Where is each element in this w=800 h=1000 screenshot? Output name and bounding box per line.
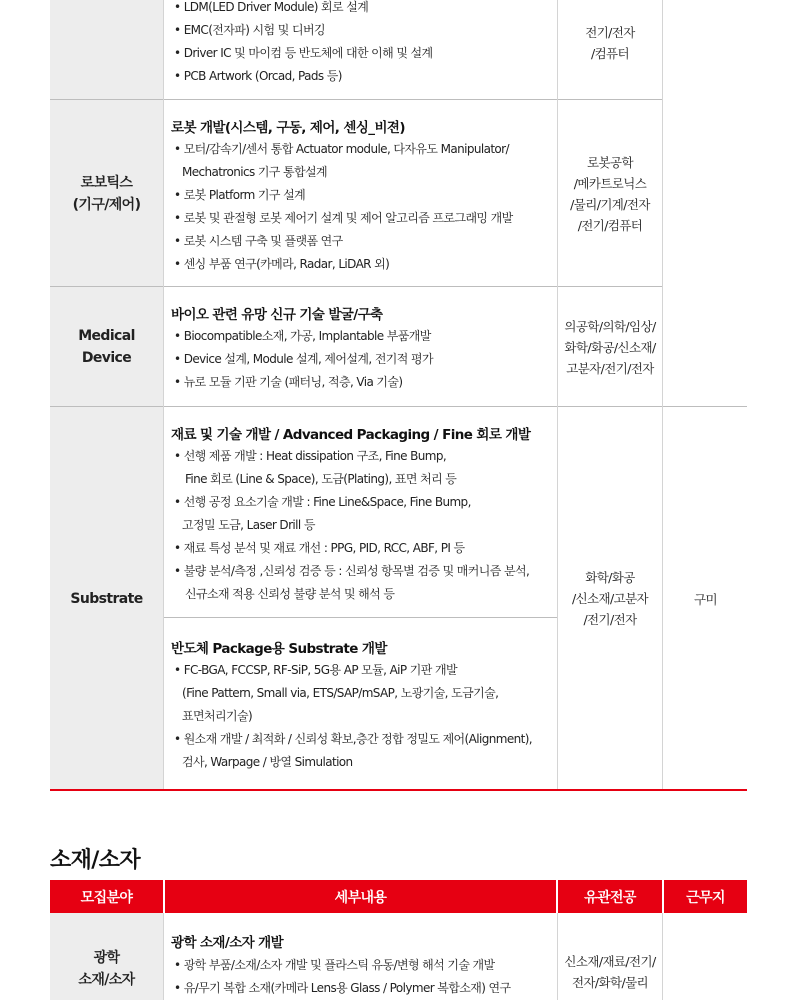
detail-line: 고정밀 도금, Laser Drill 등 (182, 518, 315, 532)
table-row (50, 100, 747, 287)
detail-line: 표면처리기술) (182, 709, 253, 723)
table-row (50, 407, 747, 790)
sub-divider (164, 617, 557, 618)
category-label: (기구/제어) (72, 196, 141, 213)
detail-line: • 선행 제품 개발 : Heat dissipation 구조, Fine Bump, (174, 449, 447, 463)
column-divider (557, 0, 558, 790)
detail-line: • 센싱 부품 연구(카메라, Radar, LiDAR 외) (174, 257, 390, 271)
detail-line: • Device 설계, Module 설계, 제어설계, 전기적 평가 (174, 352, 433, 366)
detail-line: • 로봇 및 관절형 로봇 제어기 설계 및 제어 알고리즘 프로그래밍 개발 (174, 211, 513, 225)
table-row (50, 287, 747, 407)
major-cell (558, 0, 662, 85)
major-line: 고분자/전기/전자 (566, 360, 654, 376)
detail-heading: 로봇 개발(시스템, 구동, 제어, 센싱_비젼) (171, 120, 405, 136)
major-line: 화학/화공 (585, 570, 635, 585)
detail-line: (Fine Pattern, Small via, ETS/SAP/mSAP, 노광기술, 도금기술, (182, 686, 499, 700)
category-cell (50, 100, 163, 287)
header-label: 근무지 (686, 889, 725, 906)
table-bottom-border (50, 789, 747, 791)
major-cell (558, 287, 662, 407)
header-label: 세부내용 (334, 889, 387, 906)
detail-line: • FC-BGA, FCCSP, RF-SiP, 5G용 AP 모듈, AiP 기판 개발 (174, 663, 457, 677)
header-location (664, 880, 747, 913)
category-label: Substrate (70, 590, 143, 607)
major-cell (558, 951, 662, 991)
category-label: Device (81, 350, 132, 366)
job-table-1 (50, 0, 747, 790)
section-title: 소재/소자 (50, 848, 141, 873)
detail-line: Mechatronics 기구 통합설계 (182, 165, 327, 179)
major-line: /전기/전자 (583, 612, 637, 627)
column-divider (163, 913, 164, 1000)
column-divider (163, 0, 164, 790)
detail-cell (171, 913, 551, 1000)
column-divider (662, 913, 663, 1000)
detail-line: • 로봇 Platform 기구 설계 (174, 188, 306, 202)
major-line: 화학/화공/신소재/ (564, 339, 656, 355)
major-cell (558, 407, 662, 790)
detail-line: • 불량 분석/측정 ,신뢰성 검증 등 : 신뢰성 항목별 검증 및 매커니즘 분석, (174, 564, 530, 578)
category-cell (50, 0, 163, 100)
detail-line: • LDM(LED Driver Module) 회로 설계 (174, 0, 369, 14)
detail-line: • 뉴로 모듈 기판 기술 (패터닝, 적층, Via 기술) (174, 375, 403, 389)
category-label: 로보틱스 (80, 174, 133, 191)
detail-cell (171, 287, 551, 407)
detail-line: • 모터/감속기/센서 통합 Actuator module, 다자유도 Manipulator/ (174, 142, 509, 156)
major-line: 신소재/재료/전기/ (564, 954, 656, 969)
header-detail (165, 880, 556, 913)
detail-cell (171, 407, 551, 790)
header-field (50, 880, 163, 913)
category-label: 소재/소자 (78, 972, 135, 988)
detail-heading: 바이오 관련 유망 신규 기술 발굴/구축 (171, 307, 383, 323)
detail-line: • 광학 부품/소재/소자 개발 및 플라스틱 유동/변형 해석 기술 개발 (174, 958, 495, 972)
major-line: /컴퓨터 (590, 45, 630, 61)
major-line: /전기/컴퓨터 (577, 217, 643, 233)
table-row (50, 913, 747, 1000)
detail-heading: 광학 소재/소자 개발 (171, 935, 284, 951)
location-label: 구미 (694, 591, 717, 607)
location-cell (664, 407, 747, 790)
detail-line: • 로봇 시스템 구축 및 플랫폼 연구 (174, 234, 343, 248)
major-line: 로봇공학 (587, 154, 633, 170)
major-cell (558, 100, 662, 287)
detail-line: 신규소재 적용 신뢰성 불량 분석 및 해석 등 (185, 587, 395, 601)
major-line: /신소재/고분자 (571, 591, 649, 606)
category-cell (50, 287, 163, 407)
detail-heading: 반도체 Package용 Substrate 개발 (171, 641, 387, 657)
major-line: 의공학/의학/임상/ (564, 318, 656, 334)
major-line: 전기/전자 (585, 24, 635, 40)
detail-line: • Biocompatible소재, 가공, Implantable 부품개발 (174, 329, 431, 343)
header-label: 모집분야 (80, 889, 133, 906)
major-line: /물리/기계/전자 (570, 196, 650, 212)
table-row (50, 0, 747, 100)
detail-line: 검사, Warpage / 방열 Simulation (182, 755, 353, 769)
detail-cell (171, 100, 551, 287)
major-line: 전자/화학/물리 (571, 975, 649, 990)
header-major (558, 880, 662, 913)
job-table-2 (50, 913, 747, 1000)
category-cell (50, 407, 163, 790)
column-divider (662, 0, 663, 790)
category-label: 광학 (93, 950, 120, 966)
detail-line: • 재료 특성 분석 및 재료 개선 : PPG, PID, RCC, ABF, PI 등 (174, 541, 465, 555)
detail-line: • 유/무기 복합 소재(카메라 Lens용 Glass / Polymer 복합소재) 연구 (174, 981, 511, 995)
major-line: /메카트로닉스 (573, 175, 647, 191)
detail-line: • 선행 공정 요소기술 개발 : Fine Line&Space, Fine Bump, (174, 495, 471, 509)
header-label: 유관전공 (584, 889, 636, 906)
category-label: Medical (78, 328, 135, 344)
category-cell (50, 913, 163, 1000)
detail-line: • EMC(전자파) 시험 및 디버깅 (174, 23, 325, 37)
detail-line: • Driver IC 및 마이컴 등 반도체에 대한 이해 및 설계 (174, 46, 433, 60)
detail-line: • PCB Artwork (Orcad, Pads 등) (174, 69, 342, 83)
detail-cell (171, 0, 551, 100)
column-divider (557, 913, 558, 1000)
detail-heading: 재료 및 기술 개발 / Advanced Packaging / Fine 회로 개발 (171, 427, 531, 443)
detail-line: • 원소재 개발 / 최적화 / 신뢰성 확보,층간 정합 정밀도 제어(Alignment), (174, 732, 533, 746)
detail-line: Fine 회로 (Line & Space), 도금(Plating), 표면 처리 등 (185, 472, 457, 486)
